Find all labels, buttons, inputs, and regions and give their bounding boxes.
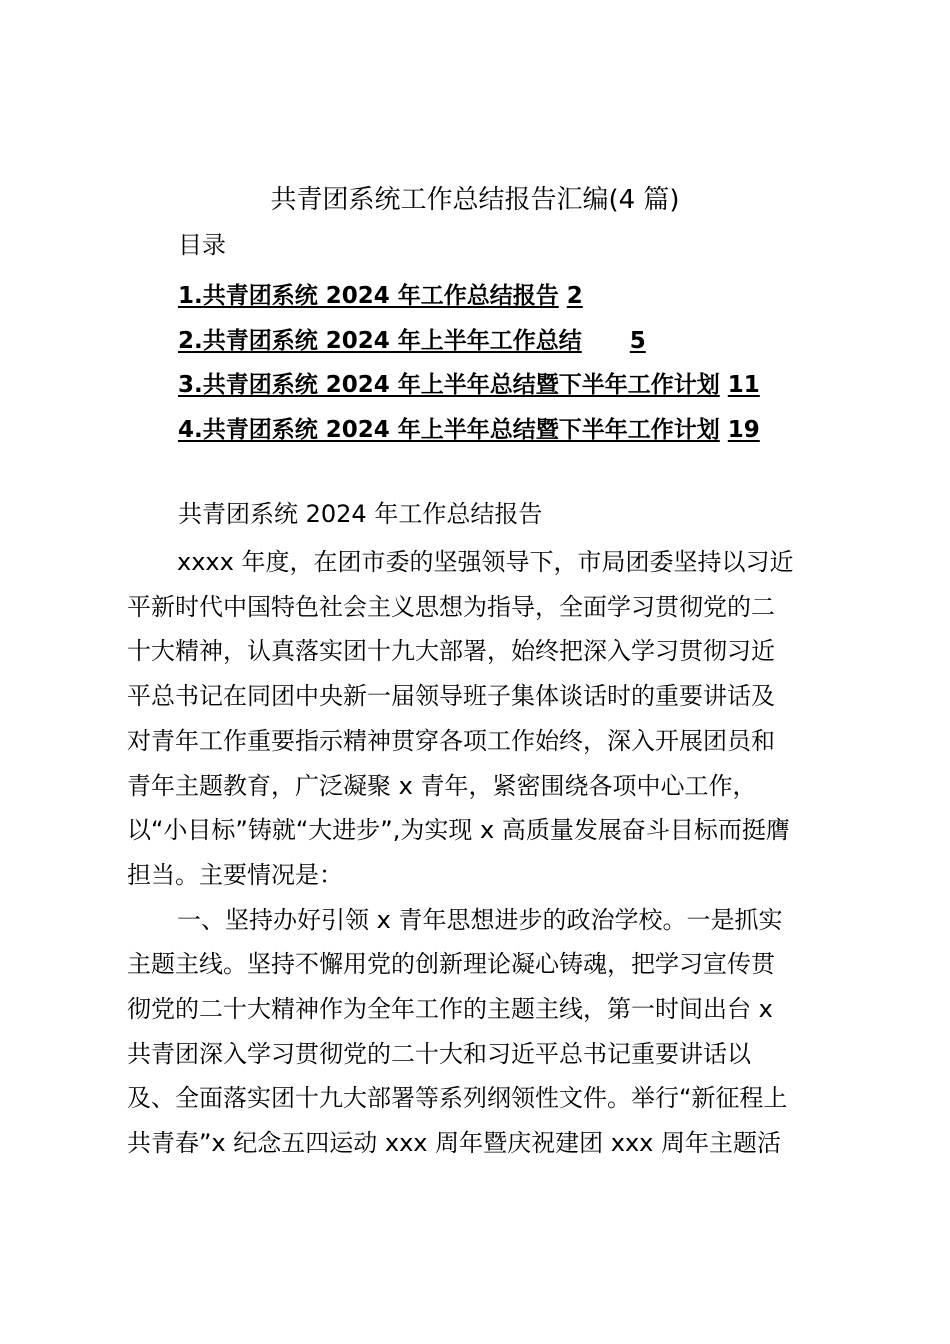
paragraph-line: 主题主线。坚持不懈用党的创新理论凝心铸魂，把学习宣传贯 <box>127 950 775 979</box>
paragraph-line: 以“小目标”铸就“大进步”,为实现 x 高质量发展奋斗目标而挺膺 <box>127 816 790 845</box>
toc-item-label: 4.共青团系统 2024 年上半年总结暨下半年工作计划 <box>178 416 720 443</box>
paragraph-line: 平新时代中国特色社会主义思想为指导，全面学习贯彻党的二 <box>127 592 775 621</box>
table-of-contents <box>178 274 760 452</box>
toc-item-1[interactable] <box>178 274 760 319</box>
paragraph-line: 十大精神，认真落实团十九大部署，始终把深入学习贯彻习近 <box>127 637 775 666</box>
toc-item-page: 19 <box>727 416 760 443</box>
paragraph-line: 及、全面落实团十九大部署等系列纲领性文件。举行“新征程上 <box>127 1084 788 1113</box>
paragraph-line: 共青团深入学习贯彻党的二十大和习近平总书记重要讲话以 <box>127 1039 751 1068</box>
paragraph-line: 青年主题教育，广泛凝聚 x 青年，紧密围绕各项中心工作， <box>127 771 757 800</box>
toc-item-label: 1.共青团系统 2024 年工作总结报告 <box>178 283 559 309</box>
toc-item-page: 11 <box>727 372 760 398</box>
document-title: 共青团系统工作总结报告汇编(4 篇) <box>270 185 680 215</box>
body-text <box>127 540 837 1166</box>
paragraph-line: 对青年工作重要指示精神贯穿各项工作始终，深入开展团员和 <box>127 726 775 755</box>
toc-item-2[interactable] <box>178 319 760 364</box>
paragraph-line: 担当。主要情况是： <box>127 860 343 889</box>
toc-heading: 目录 <box>178 231 226 259</box>
paragraph-line: 共青春”x 纪念五四运动 xxx 周年暨庆祝建团 xxx 周年主题活 <box>127 1129 781 1158</box>
toc-item-label: 2.共青团系统 2024 年上半年工作总结 <box>178 327 582 354</box>
paragraph-line: 彻党的二十大精神作为全年工作的主题主线，第一时间出台 x <box>127 995 773 1024</box>
toc-item-label: 3.共青团系统 2024 年上半年总结暨下半年工作计划 <box>178 372 720 398</box>
toc-item-page: 5 <box>629 327 646 354</box>
paragraph-line: 一、坚持办好引领 x 青年思想进步的政治学校。一是抓实 <box>177 905 783 934</box>
toc-item-3[interactable] <box>178 363 760 408</box>
toc-item-page: 2 <box>566 283 583 309</box>
paragraph-line: xxxx 年度，在团市委的坚强领导下，市局团委坚持以习近 <box>177 548 794 576</box>
section-title: 共青团系统 2024 年工作总结报告 <box>178 500 543 528</box>
toc-item-4[interactable] <box>178 408 760 453</box>
paragraph-line: 平总书记在同团中央新一届领导班子集体谈话时的重要讲话及 <box>127 682 775 711</box>
